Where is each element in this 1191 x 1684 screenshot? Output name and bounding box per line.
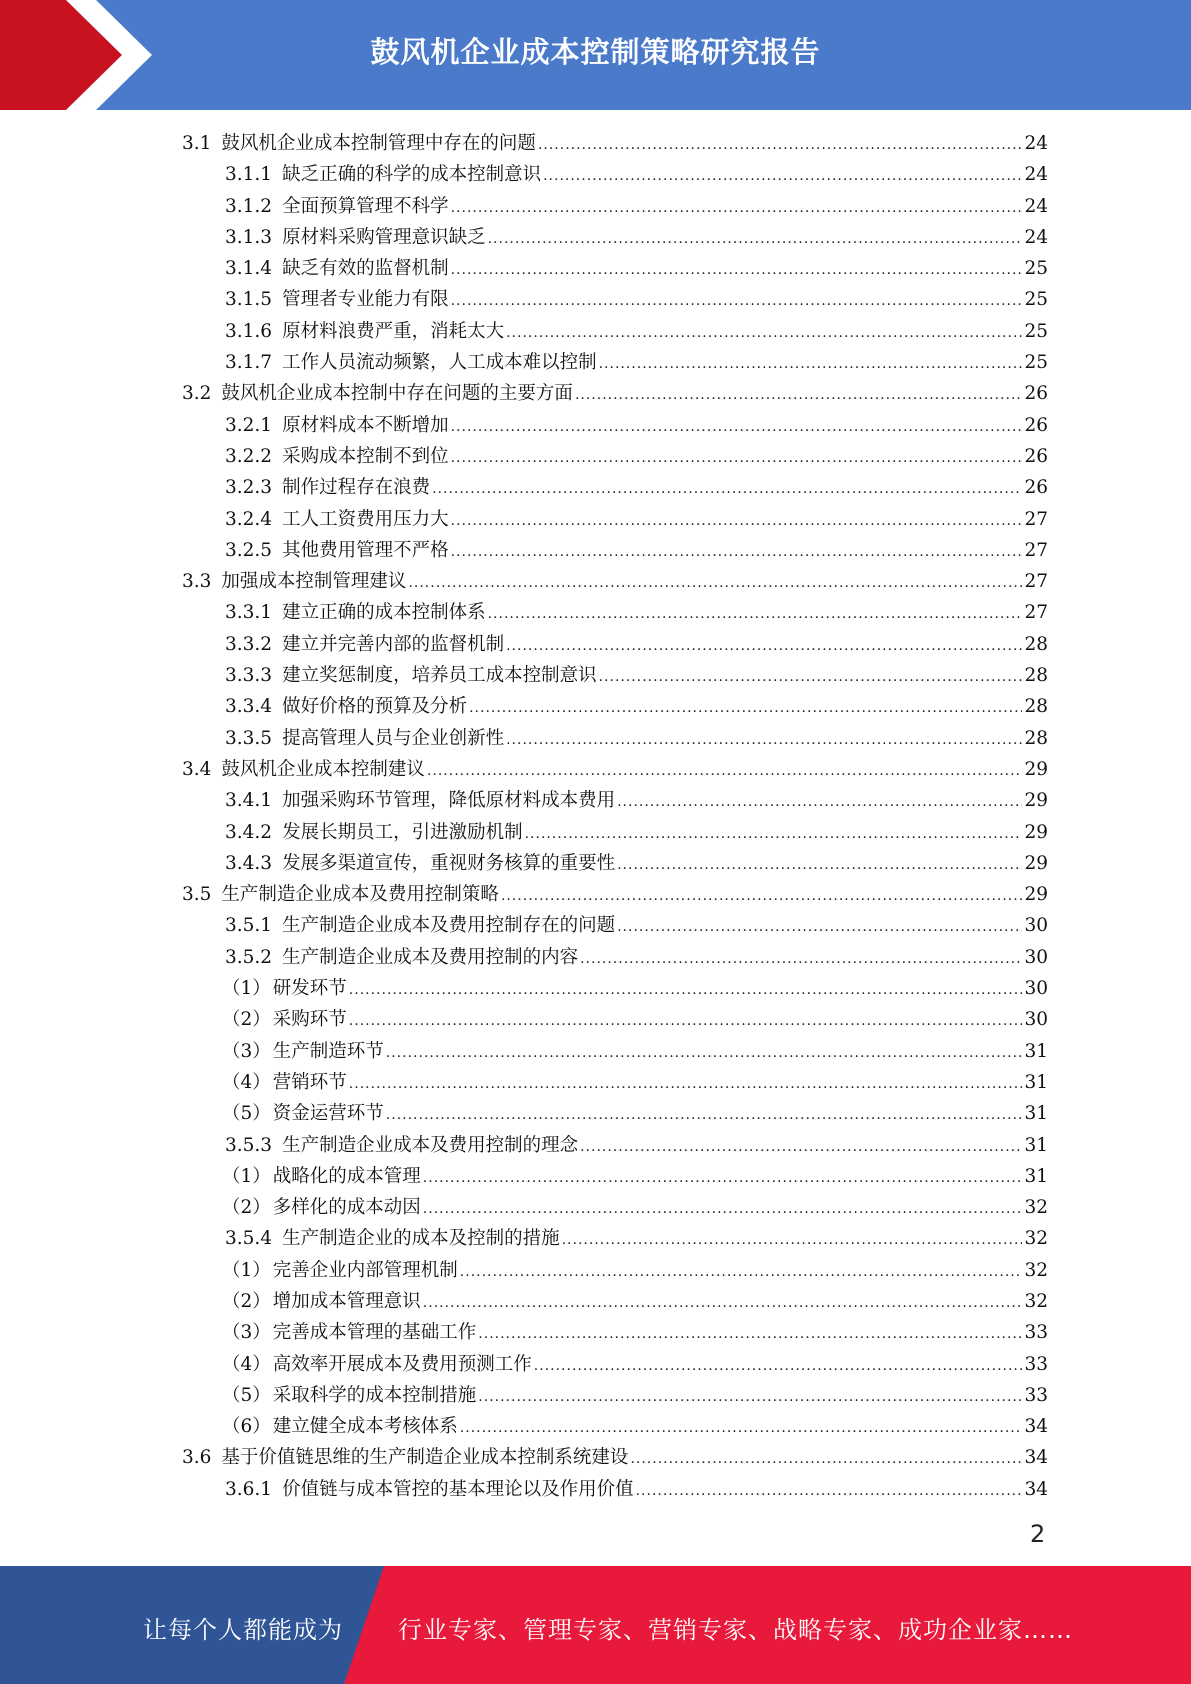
toc-dot-leader [506,318,1022,349]
toc-entry-page: 29 [1024,884,1048,906]
toc-dot-leader [349,1069,1023,1100]
toc-entry-number: （6） [222,1416,271,1438]
toc-entry-page: 24 [1024,164,1048,186]
toc-entry-title: 缺乏有效的监督机制 [282,258,449,280]
toc-entry-number: 3.1.3 [225,226,273,248]
toc-entry-number: 3.2.1 [225,414,273,436]
toc-entry-number: 3.3.2 [225,633,273,655]
toc-entry-title: 原材料浪费严重，消耗太大 [282,320,505,342]
toc-entry-title: 采取科学的成本控制措施 [272,1384,477,1406]
toc-entry-page: 31 [1024,1165,1048,1187]
toc-entry[interactable] [182,1036,1048,1067]
toc-entry[interactable] [182,660,1048,691]
toc-dot-leader [451,412,1023,443]
toc-entry[interactable] [182,1004,1048,1035]
toc-dot-leader [617,787,1022,818]
toc-dot-leader [423,1194,1023,1225]
toc-dot-leader [451,506,1023,537]
toc-entry-number: （3） [222,1322,271,1344]
toc-entry-page: 26 [1024,414,1048,436]
toc-dot-leader [534,1351,1023,1382]
toc-entry-number: （2） [222,1197,271,1219]
toc-entry-page: 29 [1024,790,1048,812]
toc-dot-leader [451,255,1023,286]
toc-entry-page: 28 [1024,665,1048,687]
toc-dot-leader [469,693,1022,724]
toc-entry[interactable] [182,347,1048,378]
toc-entry-title: 战略化的成本管理 [272,1165,421,1187]
toc-entry[interactable] [182,1286,1048,1317]
toc-entry-number: 3.1.1 [225,164,273,186]
toc-dot-leader [617,912,1022,943]
toc-entry-page: 28 [1024,696,1048,718]
toc-entry-page: 31 [1024,1040,1048,1062]
toc-entry-title: 加强成本控制管理建议 [221,571,407,593]
toc-entry-page: 28 [1024,633,1048,655]
toc-entry[interactable] [182,1223,1048,1254]
toc-entry[interactable] [182,879,1048,910]
toc-entry-page: 25 [1024,320,1048,342]
toc-dot-leader [636,1476,1023,1507]
toc-dot-leader [451,537,1023,568]
toc-entry-title: 完善企业内部管理机制 [272,1259,458,1281]
toc-dot-leader [451,193,1023,224]
toc-entry[interactable] [182,1349,1048,1380]
toc-entry-page: 29 [1024,821,1048,843]
toc-entry-title: 高效率开展成本及费用预测工作 [272,1353,532,1375]
toc-entry-page: 32 [1024,1197,1048,1219]
toc-entry-number: （1） [222,978,271,1000]
toc-entry[interactable] [182,597,1048,628]
toc-entry-page: 27 [1024,602,1048,624]
toc-dot-leader [349,975,1023,1006]
toc-entry[interactable] [182,504,1048,535]
toc-dot-leader [432,474,1022,505]
toc-entry[interactable] [182,284,1048,315]
toc-entry-number: 3.2.2 [225,445,273,467]
toc-dot-leader [599,662,1023,693]
toc-entry-number: 3.4.3 [225,852,273,874]
toc-entry-number: 3.1.7 [225,352,273,374]
toc-dot-leader [506,631,1022,662]
toc-dot-leader [543,161,1022,192]
toc-entry-number: （2） [222,1290,271,1312]
table-of-contents [182,128,1048,1505]
toc-entry-number: 3.5 [182,884,212,906]
toc-entry-page: 32 [1024,1228,1048,1250]
toc-entry-number: 3.5.3 [225,1134,273,1156]
toc-entry-title: 提高管理人员与企业创新性 [282,727,505,749]
toc-entry[interactable] [182,942,1048,973]
toc-entry[interactable] [182,785,1048,816]
toc-entry-page: 24 [1024,133,1048,154]
toc-entry-number: 3.4.2 [225,821,273,843]
toc-dot-leader [575,380,1023,411]
toc-entry-page: 31 [1024,1071,1048,1093]
toc-entry-number: 3.3.4 [225,696,273,718]
toc-dot-leader [423,1163,1023,1194]
toc-entry[interactable] [182,1442,1048,1473]
toc-dot-leader [506,725,1022,756]
toc-entry[interactable] [182,1255,1048,1286]
toc-entry-title: 发展长期员工，引进激励机制 [282,821,523,843]
toc-dot-leader [488,599,1023,630]
toc-entry[interactable] [182,1474,1048,1505]
toc-entry[interactable] [182,1380,1048,1411]
toc-entry-page: 31 [1024,1134,1048,1156]
toc-entry-number: 3.1.4 [225,258,273,280]
toc-entry-page: 30 [1024,978,1048,1000]
toc-entry-page: 26 [1024,477,1048,499]
toc-entry-title: 全面预算管理不科学 [282,195,449,217]
toc-entry-number: 3.3 [182,571,212,593]
toc-dot-leader [617,850,1022,881]
toc-entry-page: 33 [1024,1322,1048,1344]
toc-entry-title: 价值链与成本管控的基本理论以及作用价值 [282,1478,634,1500]
toc-entry-title: 生产制造企业成本及费用控制策略 [221,884,499,906]
toc-entry-number: 3.5.1 [225,915,273,937]
toc-entry-page: 26 [1024,445,1048,467]
toc-entry-title: 研发环节 [272,978,347,1000]
toc-entry[interactable] [182,222,1048,253]
page-footer [0,1566,1191,1684]
toc-entry[interactable] [182,566,1048,597]
page-header [0,0,1191,110]
toc-entry[interactable] [182,128,1048,159]
toc-entry-page: 26 [1024,383,1048,405]
toc-dot-leader [423,1288,1023,1319]
toc-entry-title: 原材料采购管理意识缺乏 [282,226,486,248]
toc-entry-page: 33 [1024,1353,1048,1375]
toc-dot-leader [408,568,1022,599]
toc-entry-title: 营销环节 [272,1071,347,1093]
toc-entry-title: 工人工资费用压力大 [282,508,449,530]
toc-entry-title: 多样化的成本动因 [272,1197,421,1219]
toc-dot-leader [386,1100,1023,1131]
footer-slogan-right: 行业专家、管理专家、营销专家、战略专家、成功企业家…… [398,1616,1073,1644]
toc-dot-leader [538,130,1023,161]
toc-entry-number: 3.2.3 [225,477,273,499]
toc-entry-number: 3.4.1 [225,790,273,812]
toc-entry-number: 3.5.4 [225,1228,273,1250]
toc-entry-page: 29 [1024,852,1048,874]
toc-entry[interactable] [182,1317,1048,1348]
toc-entry-number: 3.4 [182,758,212,780]
toc-dot-leader [562,1225,1023,1256]
toc-entry-page: 29 [1024,758,1048,780]
toc-entry-page: 27 [1024,571,1048,593]
toc-dot-leader [580,944,1022,975]
document-title: 鼓风机企业成本控制策略研究报告 [370,35,821,69]
toc-entry[interactable] [182,723,1048,754]
toc-entry[interactable] [182,316,1048,347]
toc-entry-page: 34 [1024,1416,1048,1438]
toc-entry-page: 34 [1024,1447,1048,1469]
toc-entry[interactable] [182,817,1048,848]
toc-entry[interactable] [182,159,1048,190]
toc-entry-number: 3.6 [182,1447,212,1469]
toc-dot-leader [580,1132,1022,1163]
toc-entry-title: 鼓风机企业成本控制建议 [221,758,425,780]
toc-entry[interactable] [182,378,1048,409]
toc-entry-title: 建立正确的成本控制体系 [282,602,486,624]
toc-entry-title: 生产制造企业成本及费用控制的理念 [282,1134,579,1156]
toc-dot-leader [460,1257,1023,1288]
toc-entry-title: 工作人员流动频繁，人工成本难以控制 [282,352,597,374]
toc-entry-page: 30 [1024,1009,1048,1031]
toc-dot-leader [488,224,1023,255]
toc-entry-title: 鼓风机企业成本控制管理中存在的问题 [221,133,536,154]
toc-entry-page: 25 [1024,258,1048,280]
toc-entry-title: 采购环节 [272,1009,347,1031]
toc-dot-leader [386,1038,1023,1069]
toc-entry-number: 3.1.5 [225,289,273,311]
toc-entry[interactable] [182,1130,1048,1161]
toc-entry-title: 生产制造环节 [272,1040,384,1062]
toc-entry[interactable] [182,910,1048,941]
toc-entry[interactable] [182,1098,1048,1129]
toc-dot-leader [599,349,1023,380]
toc-dot-leader [478,1382,1022,1413]
toc-entry[interactable] [182,629,1048,660]
toc-dot-leader [349,1006,1023,1037]
toc-entry-page: 27 [1024,508,1048,530]
toc-entry-number: 3.3.5 [225,727,273,749]
toc-entry-page: 24 [1024,226,1048,248]
toc-entry-title: 做好价格的预算及分析 [282,696,468,718]
toc-entry-title: 其他费用管理不严格 [282,539,449,561]
toc-entry-page: 25 [1024,289,1048,311]
toc-entry-page: 31 [1024,1103,1048,1125]
toc-entry-number: 3.6.1 [225,1478,273,1500]
toc-entry-page: 32 [1024,1259,1048,1281]
toc-entry-page: 24 [1024,195,1048,217]
toc-entry-title: 采购成本控制不到位 [282,445,449,467]
toc-entry-number: 3.2 [182,383,212,405]
toc-entry-number: 3.2.4 [225,508,273,530]
toc-entry-number: （5） [222,1103,271,1125]
toc-entry-page: 27 [1024,539,1048,561]
toc-entry[interactable] [182,253,1048,284]
toc-entry-title: 鼓风机企业成本控制中存在问题的主要方面 [221,383,573,405]
toc-entry-number: 3.1.2 [225,195,273,217]
toc-entry[interactable] [182,973,1048,1004]
toc-entry[interactable] [182,441,1048,472]
toc-dot-leader [630,1444,1022,1475]
toc-entry-title: 管理者专业能力有限 [282,289,449,311]
toc-entry-page: 32 [1024,1290,1048,1312]
toc-entry[interactable] [182,1192,1048,1223]
toc-entry-page: 30 [1024,946,1048,968]
toc-entry-page: 25 [1024,352,1048,374]
toc-entry[interactable] [182,472,1048,503]
toc-entry-page: 28 [1024,727,1048,749]
toc-entry-number: （4） [222,1353,271,1375]
toc-entry-number: 3.1.6 [225,320,273,342]
toc-dot-leader [451,443,1023,474]
toc-dot-leader [478,1319,1022,1350]
toc-entry-number: （3） [222,1040,271,1062]
toc-entry-title: 增加成本管理意识 [272,1290,421,1312]
toc-entry-title: 生产制造企业成本及费用控制的内容 [282,946,579,968]
toc-entry[interactable] [182,848,1048,879]
toc-dot-leader [460,1413,1023,1444]
toc-entry-page: 34 [1024,1478,1048,1500]
toc-entry-title: 原材料成本不断增加 [282,414,449,436]
toc-entry-title: 生产制造企业的成本及控制的措施 [282,1228,560,1250]
toc-entry-title: 制作过程存在浪费 [282,477,431,499]
toc-entry-page: 33 [1024,1384,1048,1406]
toc-dot-leader [525,819,1023,850]
toc-entry-page: 30 [1024,915,1048,937]
toc-entry-number: （1） [222,1259,271,1281]
toc-dot-leader [501,881,1023,912]
toc-entry[interactable] [182,1067,1048,1098]
toc-entry-title: 加强采购环节管理，降低原材料成本费用 [282,790,616,812]
toc-entry-title: 基于价值链思维的生产制造企业成本控制系统建设 [221,1447,629,1469]
toc-entry-number: 3.5.2 [225,946,273,968]
footer-slogan-left: 让每个人都能成为 [143,1616,343,1644]
toc-entry-number: 3.2.5 [225,539,273,561]
page-number: 2 [1030,1520,1046,1548]
toc-entry-number: （5） [222,1384,271,1406]
toc-entry[interactable] [182,535,1048,566]
toc-entry-title: 资金运营环节 [272,1103,384,1125]
toc-entry[interactable] [182,1161,1048,1192]
toc-entry-title: 建立健全成本考核体系 [272,1416,458,1438]
toc-entry[interactable] [182,691,1048,722]
toc-entry-number: （4） [222,1071,271,1093]
toc-entry-number: 3.3.3 [225,665,273,687]
toc-entry-number: （2） [222,1009,271,1031]
toc-entry[interactable] [182,410,1048,441]
toc-entry-title: 发展多渠道宣传，重视财务核算的重要性 [282,852,616,874]
toc-entry-number: 3.3.1 [225,602,273,624]
toc-entry-title: 缺乏正确的科学的成本控制意识 [282,164,542,186]
toc-dot-leader [427,756,1023,787]
toc-entry-title: 完善成本管理的基础工作 [272,1322,477,1344]
toc-entry[interactable] [182,754,1048,785]
toc-entry-number: （1） [222,1165,271,1187]
toc-dot-leader [451,286,1023,317]
toc-entry-title: 生产制造企业成本及费用控制存在的问题 [282,915,616,937]
toc-entry[interactable] [182,191,1048,222]
toc-entry[interactable] [182,1411,1048,1442]
toc-entry-title: 建立奖惩制度，培养员工成本控制意识 [282,665,597,687]
toc-entry-title: 建立并完善内部的监督机制 [282,633,505,655]
toc-entry-number: 3.1 [182,133,212,154]
